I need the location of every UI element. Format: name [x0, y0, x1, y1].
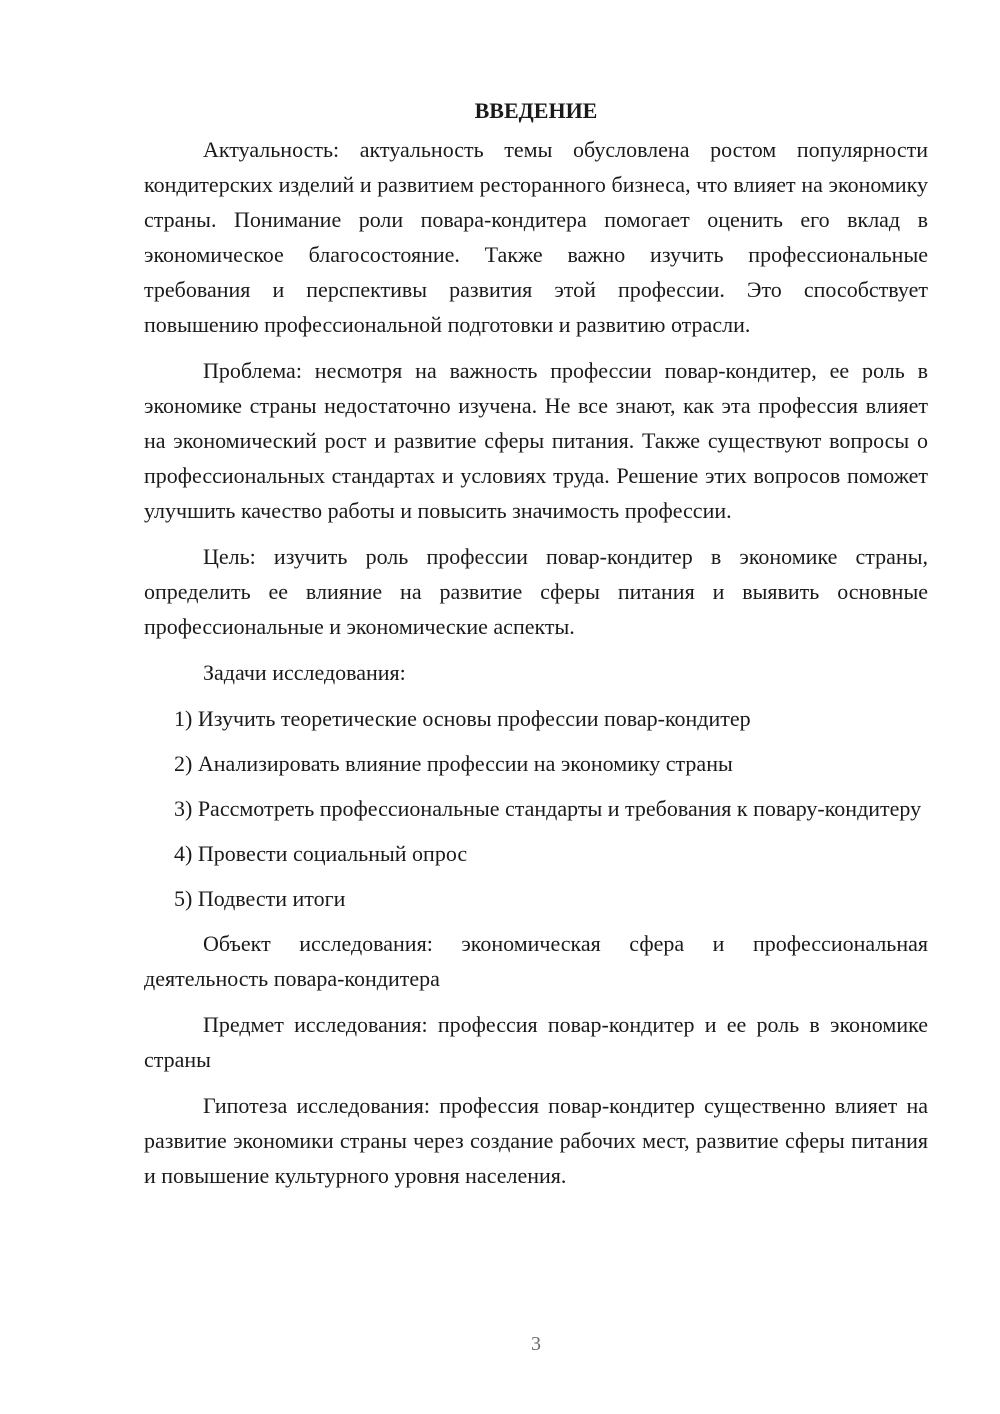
list-item: 2) Анализировать влияние профессии на экономику страны — [174, 751, 733, 776]
hypothesis-paragraph: Гипотеза исследования: профессия повар-кондитер существенно влияет на развитие экономики страны через создание рабочих мест, развитие сферы питания и повышение культурного уровня населения. — [144, 1093, 928, 1188]
object-paragraph: Объект исследования: экономическая сфера и профессиональная деятельность повара-кондитера — [144, 931, 928, 991]
list-item: 4) Провести социальный опрос — [174, 841, 468, 866]
page-number: 3 — [531, 1333, 541, 1355]
list-item: 3) Рассмотреть профессиональные стандарты и требования к повару-кондитеру — [174, 796, 922, 821]
tasks-list — [144, 701, 928, 916]
document-page — [144, 96, 928, 1204]
tasks-heading: Задачи исследования: — [203, 660, 406, 685]
list-item: 5) Подвести итоги — [174, 886, 346, 911]
relevance-paragraph: Актуальность: актуальность темы обусловлена ростом популярности кондитерских изделий и развитием ресторанного бизнеса, что влияет на экономику страны. Понимание роли повара-кондитера помогает оценить его вклад в экономическое благосостояние. Также важно изучить профессиональные требования и перспективы развития этой профессии. Это способствует повышению профессиональной подготовки и развитию отрасли. — [144, 137, 928, 337]
list-item: 1) Изучить теоретические основы профессии повар-кондитер — [174, 706, 751, 731]
problem-paragraph: Проблема: несмотря на важность профессии повар-кондитер, ее роль в экономике страны недостаточно изучена. Не все знают, как эта профессия влияет на экономический рост и развитие сферы питания. Также существуют вопросы о профессиональных стандартах и условиях труда. Решение этих вопросов поможет улучшить качество работы и повысить значимость профессии. — [144, 358, 928, 523]
subject-paragraph: Предмет исследования: профессия повар-кондитер и ее роль в экономике страны — [144, 1012, 928, 1072]
page-title: ВВЕДЕНИЕ — [474, 98, 598, 123]
goal-paragraph: Цель: изучить роль профессии повар-кондитер в экономике страны, определить ее влияние на развитие сферы питания и выявить основные профессиональные и экономические аспекты. — [144, 544, 928, 639]
